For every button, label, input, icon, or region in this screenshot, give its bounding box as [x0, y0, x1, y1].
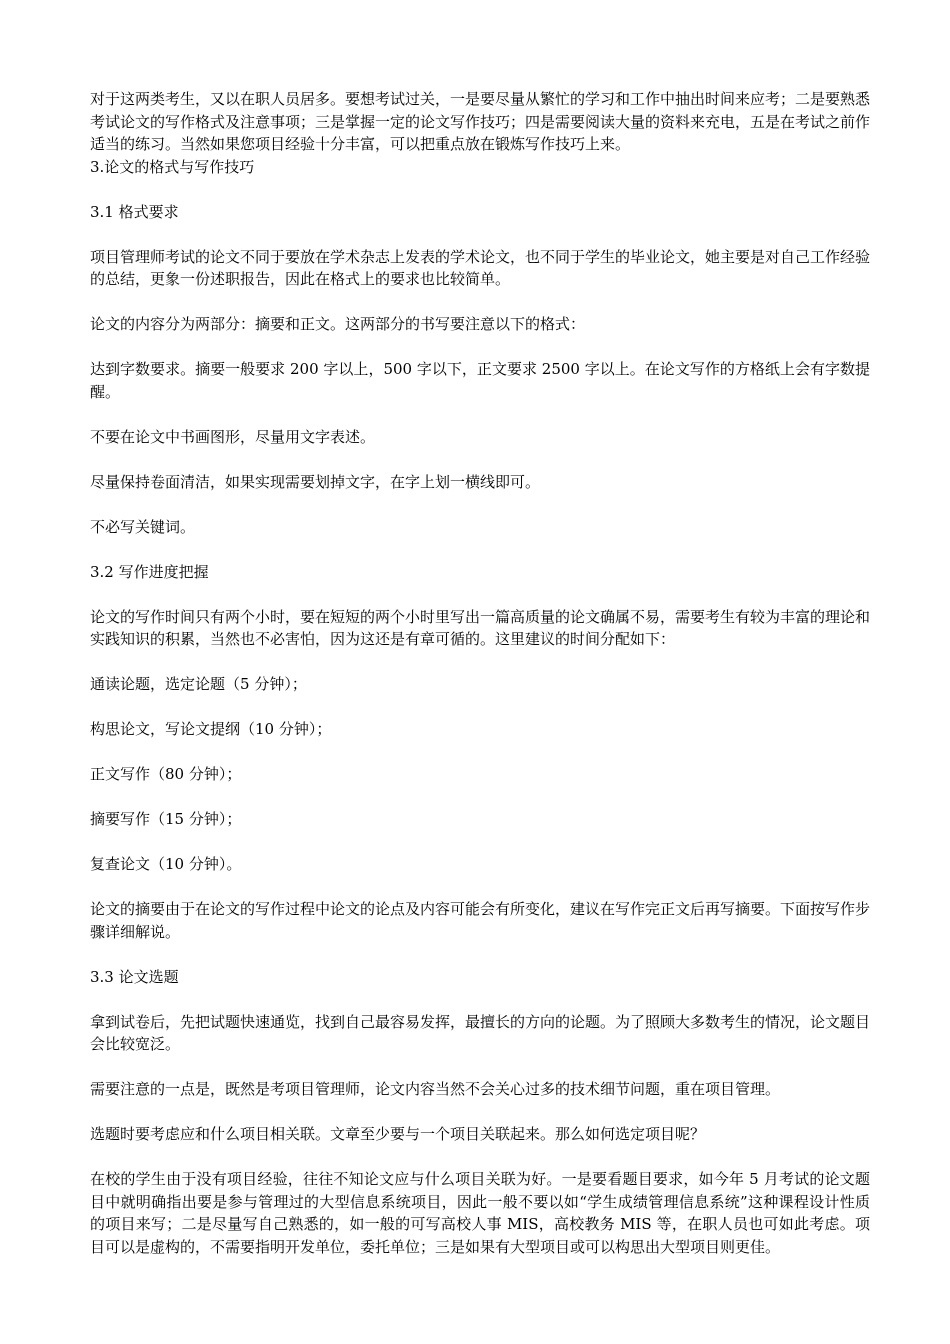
paragraph: 项目管理师考试的论文不同于要放在学术杂志上发表的学术论文，也不同于学生的毕业论文，她主要是对自己工作经验的总结，更象一份述职报告，因此在格式上的要求也比较简单。	[90, 247, 871, 288]
list-item: 正文写作（80 分钟）；	[90, 765, 242, 783]
section-3-1-heading: 3.1 格式要求	[90, 202, 179, 221]
list-item: 通读论题，选定论题（5 分钟）；	[90, 675, 307, 693]
paragraph: 达到字数要求。摘要一般要求 200 字以上，500 字以下，正文要求 2500 字以上。在论文写作的方格纸上会有字数提醒。	[90, 360, 870, 401]
paragraph: 在校的学生由于没有项目经验，往往不知论文应与什么项目关联为好。一是要看题目要求，如今年 5 月考试的论文题目中就明确指出要是参与管理过的大型信息系统项目，因此一般不要以如“学生成绩管理信息系统”这种课程设计性质的项目来写；二是尽量写自己熟悉的，如一般的可写高校人事 MIS，高校教务 MIS 等，在职人员也可如此考虑。项目可以是虚构的，不需要指明开发单位，委托单位；三是如果有大型项目或可以构思出大型项目则更佳。	[90, 1170, 870, 1256]
list-item: 构思论文，写论文提纲（10 分钟）；	[90, 720, 332, 738]
document-page	[90, 88, 870, 1281]
paragraph: 不要在论文中书画图形，尽量用文字表述。	[90, 427, 376, 446]
paragraph: 论文的内容分为两部分：摘要和正文。这两部分的书写要注意以下的格式：	[90, 315, 586, 333]
section-3-heading: 3.论文的格式与写作技巧	[90, 157, 255, 176]
paragraph: 尽量保持卷面清洁，如果实现需要划掉文字，在字上划一横线即可。	[90, 472, 541, 491]
paragraph: 选题时要考虑应和什么项目相关联。文章至少要与一个项目关联起来。那么如何选定项目呢？	[90, 1125, 706, 1143]
paragraph: 需要注意的一点是，既然是考项目管理师，论文内容当然不会关心过多的技术细节问题，重在项目管理。	[90, 1080, 781, 1098]
paragraph: 拿到试卷后，先把试题快速通览，找到自己最容易发挥，最擅长的方向的论题。为了照顾大多数考生的情况，论文题目会比较宽泛。	[90, 1012, 871, 1053]
intro-paragraph: 对于这两类考生，又以在职人员居多。要想考试过关，一是要尽量从繁忙的学习和工作中抽出时间来应考；二是要熟悉考试论文的写作格式及注意事项；三是掌握一定的论文写作技巧；四是需要阅读大量的资料来充电，五是在考试之前作适当的练习。当然如果您项目经验十分丰富，可以把重点放在锻炼写作技巧上来。	[90, 90, 871, 153]
list-item: 摘要写作（15 分钟）；	[90, 810, 242, 828]
paragraph: 论文的摘要由于在论文的写作过程中论文的论点及内容可能会有所变化，建议在写作完正文后再写摘要。下面按写作步骤详细解说。	[90, 900, 871, 941]
section-3-3-heading: 3.3 论文选题	[90, 967, 179, 986]
list-item: 复查论文（10 分钟）。	[90, 855, 242, 873]
section-3-2-heading: 3.2 写作进度把握	[90, 562, 209, 581]
paragraph: 论文的写作时间只有两个小时，要在短短的两个小时里写出一篇高质量的论文确属不易，需要考生有较为丰富的理论和实践知识的积累，当然也不必害怕，因为这还是有章可循的。这里建议的时间分配如下：	[90, 607, 871, 648]
paragraph: 不必写关键词。	[90, 517, 196, 536]
